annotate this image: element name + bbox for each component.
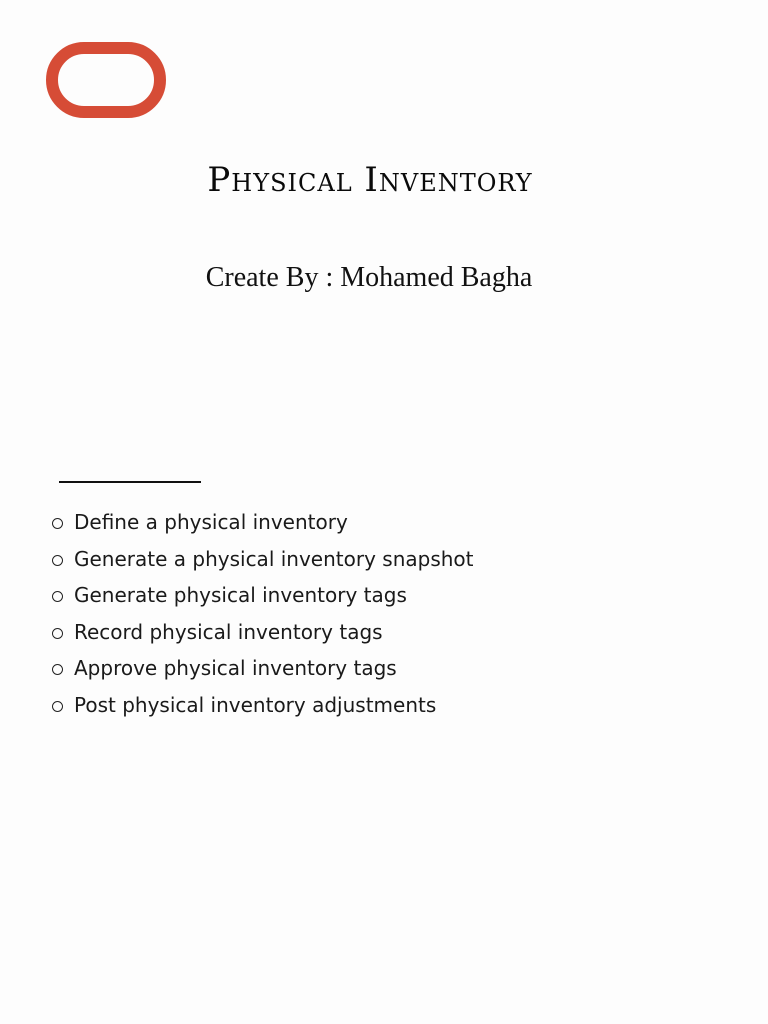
circle-bullet-icon — [52, 518, 63, 529]
list-item-text: Generate a physical inventory snapshot — [74, 546, 474, 571]
list-item-text: Approve physical inventory tags — [74, 656, 397, 681]
oracle-logo-icon — [46, 42, 166, 118]
list-item — [52, 541, 474, 578]
circle-bullet-icon — [52, 555, 63, 566]
list-item — [52, 650, 474, 687]
circle-bullet-icon — [52, 664, 63, 675]
list-item — [52, 504, 474, 541]
list-item-text: Record physical inventory tags — [74, 619, 383, 644]
list-item-text: Generate physical inventory tags — [74, 583, 407, 608]
circle-bullet-icon — [52, 701, 63, 712]
list-item — [52, 614, 474, 651]
list-item-text: Post physical inventory adjustments — [74, 692, 437, 717]
topic-list — [52, 504, 474, 723]
list-item — [52, 577, 474, 614]
document-title: Physical Inventory — [207, 160, 533, 200]
circle-bullet-icon — [52, 628, 63, 639]
author-line: Create By : Mohamed Bagha — [205, 262, 533, 293]
section-divider — [59, 481, 201, 483]
list-item-text: Define a physical inventory — [74, 510, 348, 535]
circle-bullet-icon — [52, 591, 63, 602]
list-item — [52, 687, 474, 724]
